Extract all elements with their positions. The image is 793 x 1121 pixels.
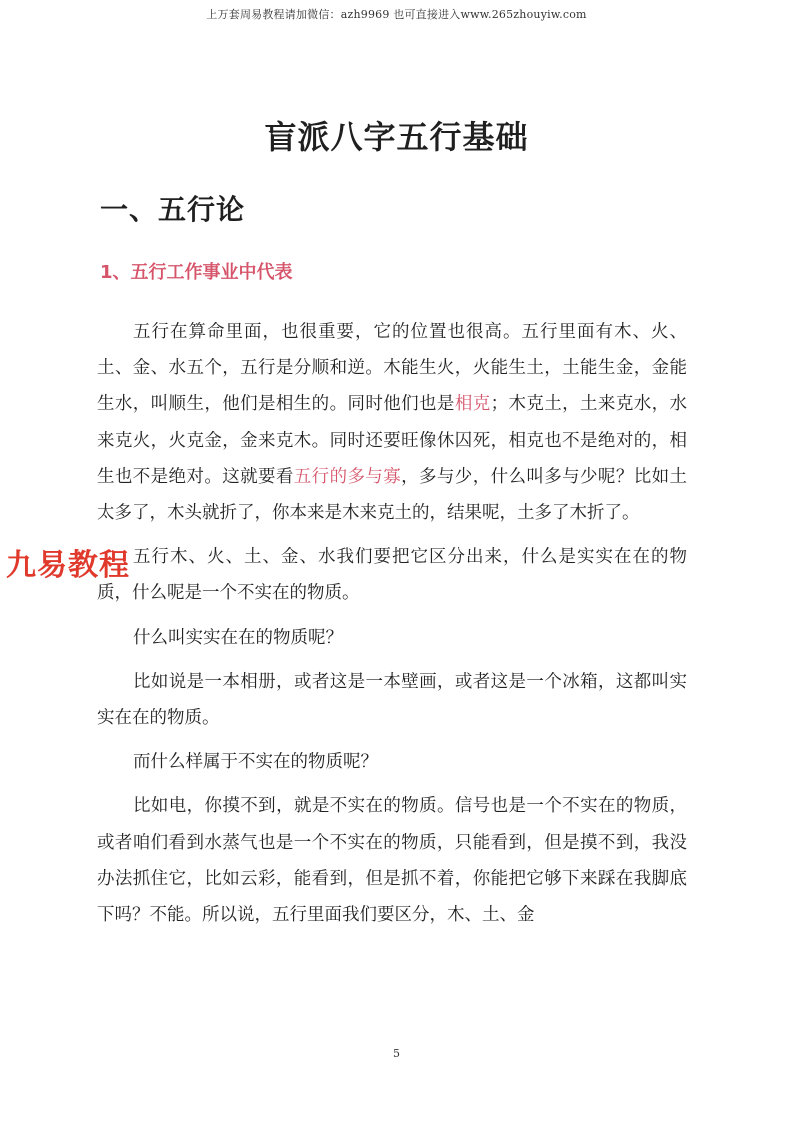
section-heading: 一、五行论: [100, 193, 246, 226]
paragraph-6: 比如电，你摸不到，就是不实在的物质。信号也是一个不实在的物质，或者咱们看到水蒸气也是一个不实在的物质，只能看到，但是摸不到，我没办法抓住它，比如云彩，能看到，但是抓不着，你能把它够下来踩在我脚底下吗？不能。所以说，五行里面我们要区分，木、土、金: [97, 796, 687, 926]
paragraph-1-part-c: ；木克土，土来克水，水来克火，火克金，金来克木。同时还要旺像休囚死，相克也不是绝对的，相生也不是绝对。这就要看: [97, 394, 687, 487]
paragraph-2: 五行木、火、土、金、水我们要把它区分出来，什么是实实在在的物质，什么呢是一个不实在的物质。: [97, 547, 687, 604]
paragraph-1-part-e: ，多与少，什么叫多与少呢？比如土太多了，木头就折了，你本来是木来克土的，结果呢，土多了木折了。: [97, 466, 687, 524]
subsection-heading: 1、五行工作事业中代表: [100, 262, 293, 283]
paragraph-1-part-a: 五行在算命里面，也很重要，它的位置也很高。五行里面有木、火、土、金、水五个，五行是分顺和逆。木能生火，火能生土，土能生金，金能生水，叫顺生，他们是相生的。同时他们也是: [97, 322, 687, 415]
watermark-logo: 九易教程: [6, 548, 130, 583]
paragraph-1: [97, 314, 687, 531]
highlight-xiangke: 相克: [454, 394, 491, 415]
highlight-wuxing-duoyugua: 五行的多与寡: [293, 466, 402, 487]
document-title: 盲派八字五行基础: [264, 118, 529, 156]
document-body: [97, 314, 687, 941]
page-number: 5: [393, 1047, 400, 1060]
paragraph-5: 而什么样属于不实在的物质呢？: [133, 752, 378, 773]
paragraph-4: 比如说是一本相册，或者这是一本壁画，或者这是一个冰箱，这都叫实实在在的物质。: [97, 671, 687, 729]
paragraph-3: 什么叫实实在在的物质呢？: [133, 627, 343, 648]
page-header-note: 上万套周易教程请加微信：azh9969 也可直接进入www.265zhouyiw.com: [206, 8, 587, 21]
